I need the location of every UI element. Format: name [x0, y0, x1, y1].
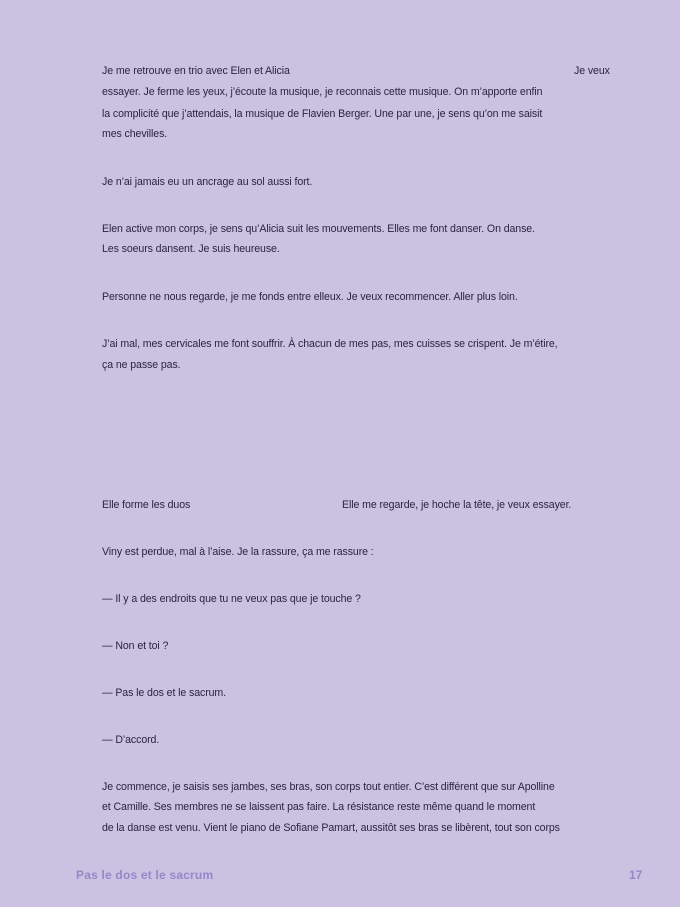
paragraph-3-line-2: Les soeurs dansent. Je suis heureuse.	[102, 243, 280, 255]
page-number: 17	[629, 868, 643, 882]
running-footer-title: Pas le dos et le sacrum	[76, 868, 214, 882]
dialogue-line-2: — Non et toi ?	[102, 640, 169, 652]
dialogue-line-4: — D’accord.	[102, 734, 160, 746]
paragraph-5-line-2: ça ne passe pas.	[102, 359, 181, 371]
dialogue-line-1: — Il y a des endroits que tu ne veux pas que je touche ?	[102, 593, 361, 605]
paragraph-4: Personne ne nous regarde, je me fonds entre elleux. Je veux recommencer. Aller plus loin.	[102, 291, 518, 303]
paragraph-1-line-1-right: Je veux	[574, 65, 610, 77]
paragraph-6-right: Elle me regarde, je hoche la tête, je veux essayer.	[342, 499, 572, 511]
paragraph-8-line-3: de la danse est venu. Vient le piano de Sofiane Pamart, aussitôt ses bras se libèrent, tout son corps	[102, 822, 560, 834]
paragraph-6-left: Elle forme les duos	[102, 499, 191, 511]
paragraph-8-line-2: et Camille. Ses membres ne se laissent pas faire. La résistance reste même quand le moment	[102, 801, 536, 813]
paragraph-2: Je n’ai jamais eu un ancrage au sol aussi fort.	[102, 176, 313, 188]
paragraph-5-line-1: J’ai mal, mes cervicales me font souffrir. À chacun de mes pas, mes cuisses se crispent. Je m’étire,	[102, 338, 558, 350]
paragraph-7: Viny est perdue, mal à l’aise. Je la rassure, ça me rassure :	[102, 546, 374, 558]
paragraph-1-line-3: la complicité que j’attendais, la musique de Flavien Berger. Une par une, je sens qu’on me saisit	[102, 108, 543, 120]
paragraph-1-line-2: essayer. Je ferme les yeux, j’écoute la musique, je reconnais cette musique. On m’apporte enfin	[102, 86, 543, 98]
paragraph-3-line-1: Elen active mon corps, je sens qu’Alicia suit les mouvements. Elles me font danser. On danse.	[102, 223, 535, 235]
dialogue-line-3: — Pas le dos et le sacrum.	[102, 687, 226, 699]
paragraph-1-line-4: mes chevilles.	[102, 128, 168, 140]
paragraph-1-line-1: Je me retrouve en trio avec Elen et Alicia	[102, 65, 290, 77]
paragraph-8-line-1: Je commence, je saisis ses jambes, ses bras, son corps tout entier. C’est différent que sur Apolline	[102, 781, 555, 793]
